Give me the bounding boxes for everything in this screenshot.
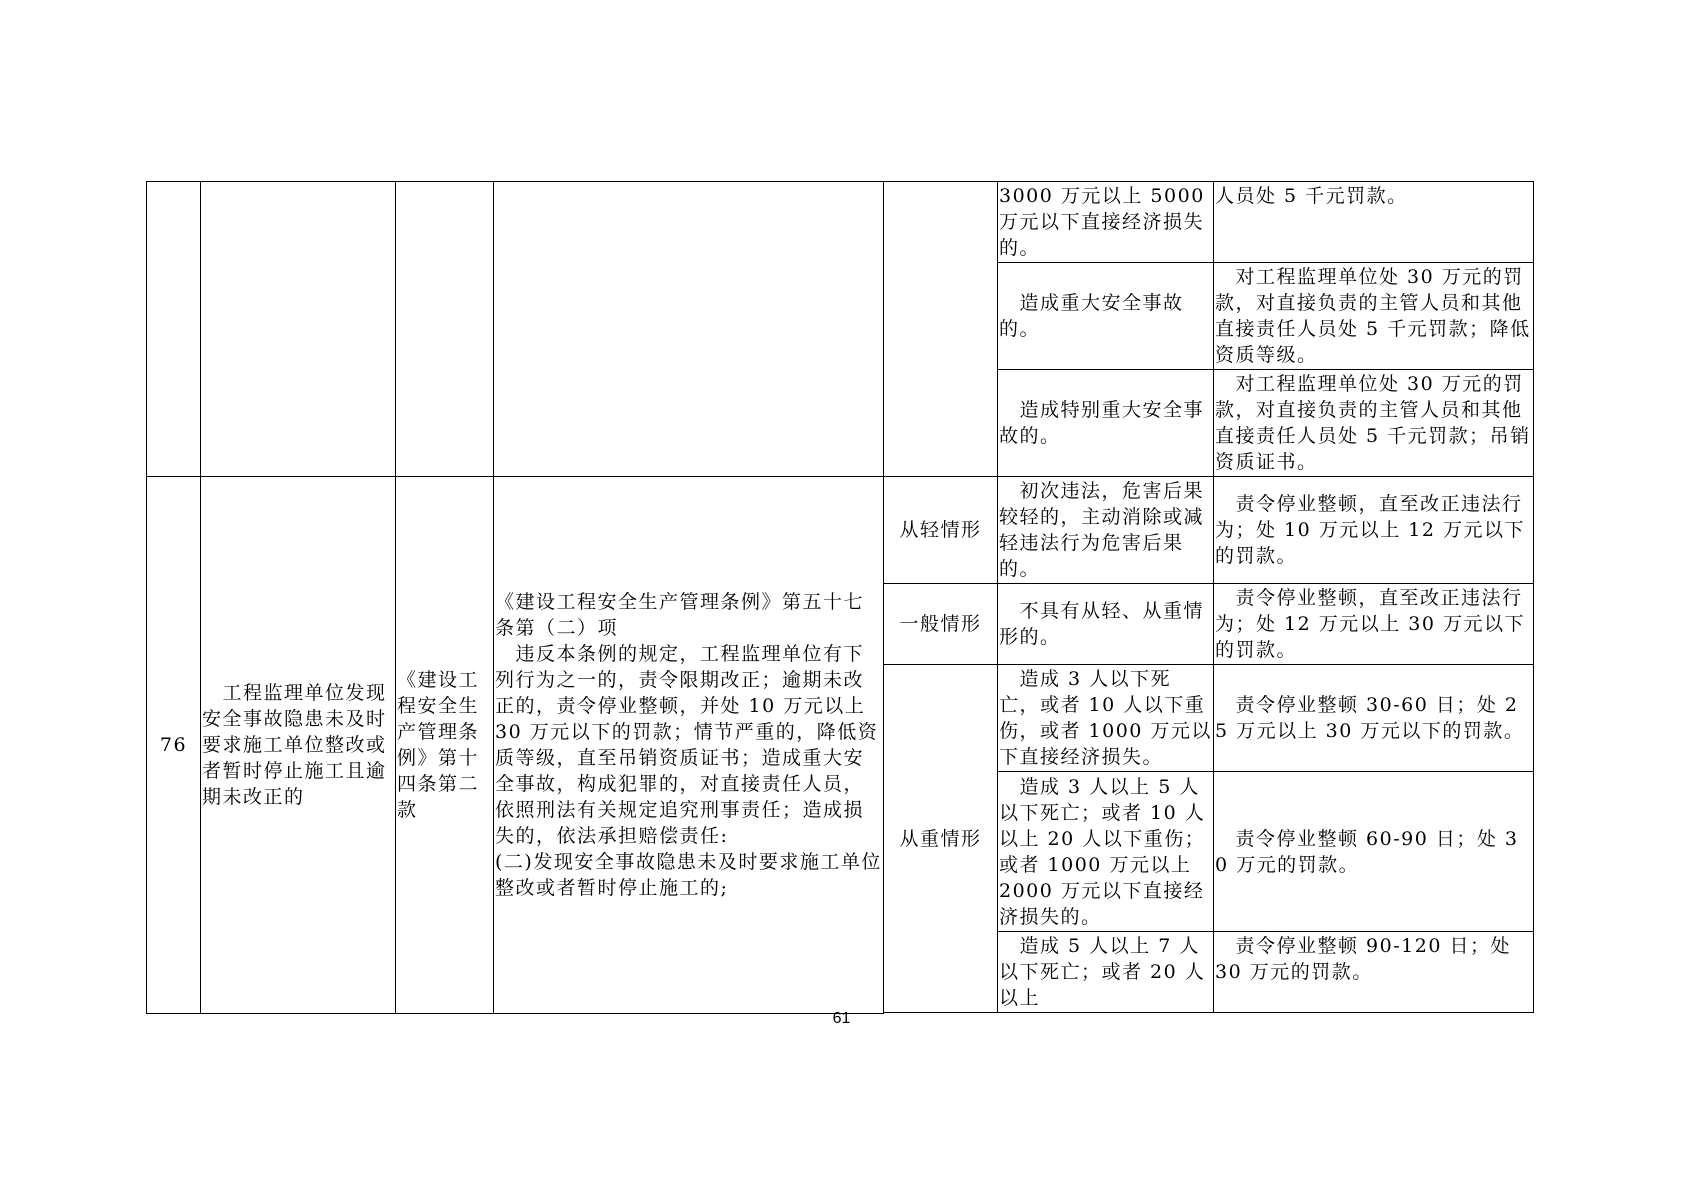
page-number: 61 [832,1010,851,1027]
table-row [147,182,1534,263]
penalty-cell: 责令停业整顿，直至改正违法行为；处 12 万元以上 30 万元以下的罚款。 [1214,584,1534,665]
situation-cell: 3000 万元以上 5000 万元以下直接经济损失的。 [998,182,1214,263]
penalty-cell: 对工程监理单位处 30 万元的罚款，对直接负责的主管人员和其他直接责任人员处 5 千元罚款；吊销资质证书。 [1214,370,1534,477]
legal-basis-cell: 《建设工程安全生产管理条例》第十四条第二款 [396,477,494,1014]
situation-cell: 造成 5 人以上 7 人以下死亡；或者 20 人以上 [998,932,1214,1013]
penalty-cell: 对工程监理单位处 30 万元的罚款，对直接负责的主管人员和其他直接责任人员处 5 千元罚款；降低资质等级。 [1214,263,1534,370]
item-number-cell: 76 [147,477,201,1014]
legal-basis-cell [396,182,494,477]
penalty-basis-cell: 《建设工程安全生产管理条例》第五十七条第（二）项 违反本条例的规定，工程监理单位有下列行为之一的，责令限期改正；逾期未改正的，责令停业整顿，并处 10 万元以上 30 万元以下的罚款；情节严重的，降低资质等级，直至吊销资质证书；造成重大安全事故，构成犯罪的，对直接责任人员，依照刑法有关规定追究刑事责任；造成损失的，依法承担赔偿责任: (二)发现安全事故隐患未及时要求施工单位整改或者暂时停止施工的; [494,477,884,1014]
situation-cell: 初次违法，危害后果较轻的，主动消除或减轻违法行为危害后果的。 [998,477,1214,584]
situation-cell: 不具有从轻、从重情形的。 [998,584,1214,665]
situation-cell: 造成特别重大安全事故的。 [998,370,1214,477]
penalty-basis-cell [494,182,884,477]
penalty-cell: 责令停业整顿 30-60 日；处 25 万元以上 30 万元以下的罚款。 [1214,665,1534,772]
table-row [147,477,1534,584]
situation-cell: 造成重大安全事故的。 [998,263,1214,370]
penalty-cell: 人员处 5 千元罚款。 [1214,182,1534,263]
situation-cell: 造成 3 人以上 5 人以下死亡；或者 10 人以上 20 人以下重伤；或者 1000 万元以上 2000 万元以下直接经济损失的。 [998,772,1214,932]
penalty-standard-table [146,181,1534,1014]
situation-cell: 造成 3 人以下死亡，或者 10 人以下重伤，或者 1000 万元以下直接经济损失。 [998,665,1214,772]
violation-cell [201,182,396,477]
penalty-cell: 责令停业整顿，直至改正违法行为；处 10 万元以上 12 万元以下的罚款。 [1214,477,1534,584]
penalty-cell: 责令停业整顿 60-90 日；处 30 万元的罚款。 [1214,772,1534,932]
violation-cell: 工程监理单位发现安全事故隐患未及时要求施工单位整改或者暂时停止施工且逾期未改正的 [201,477,396,1014]
category-cell-heavy: 从重情形 [884,665,998,1013]
category-cell-general: 一般情形 [884,584,998,665]
item-number-cell [147,182,201,477]
penalty-cell: 责令停业整顿 90-120 日；处 30 万元的罚款。 [1214,932,1534,1013]
category-cell [884,182,998,477]
category-cell-light: 从轻情形 [884,477,998,584]
